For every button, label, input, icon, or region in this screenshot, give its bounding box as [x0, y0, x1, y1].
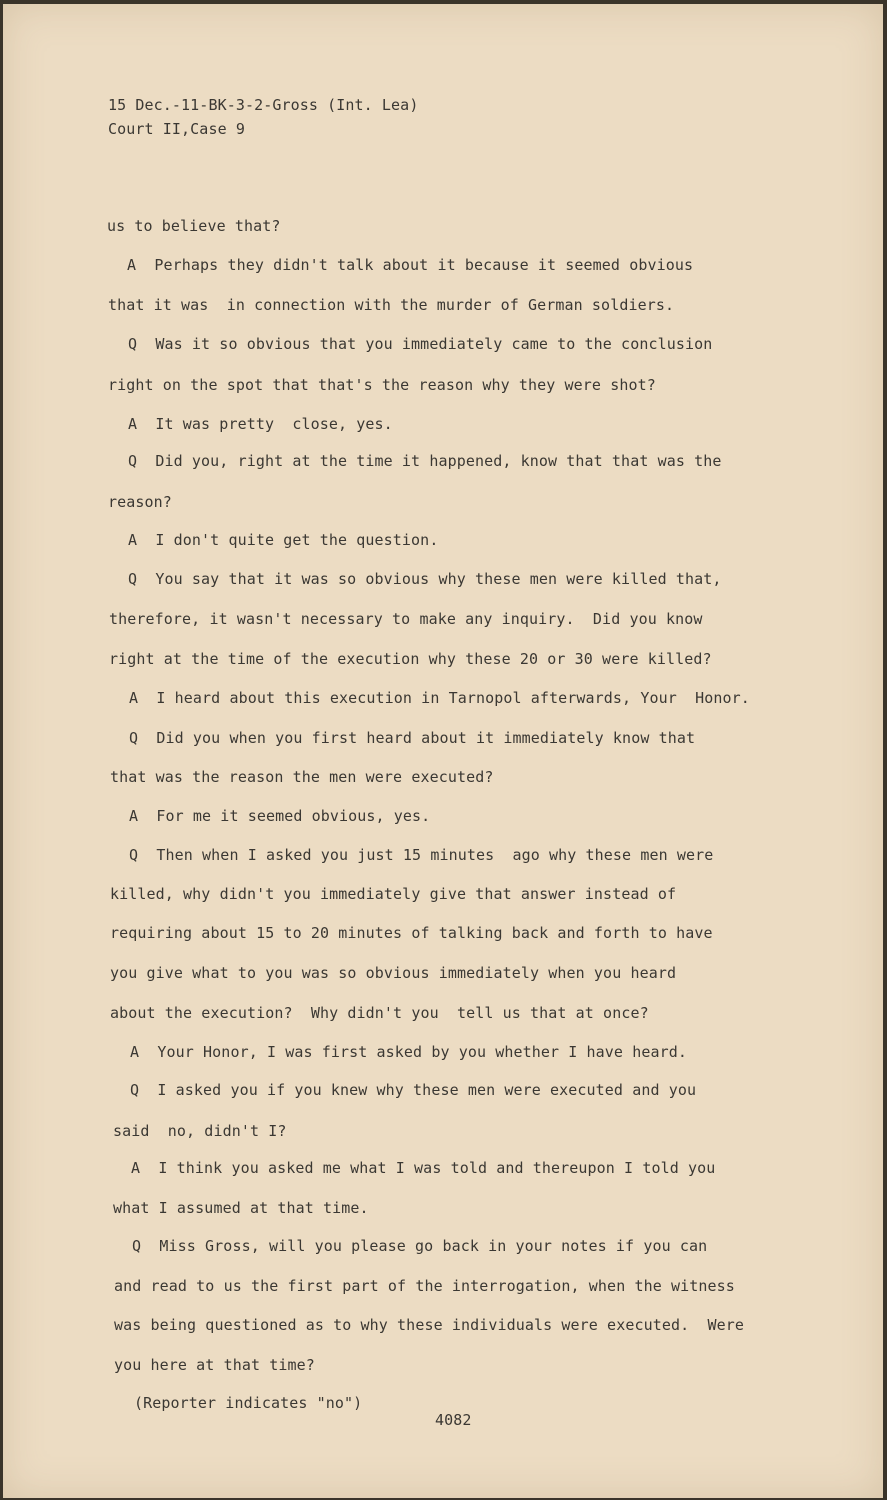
transcript-line: said no, didn't I? [113, 1122, 287, 1140]
transcript-line: Q Did you, right at the time it happened, know that that was the [128, 452, 722, 470]
transcript-line: Q Then when I asked you just 15 minutes ago why these men were [129, 846, 714, 864]
transcript-line: A Your Honor, I was first asked by you whether I have heard. [130, 1043, 687, 1061]
transcript-line: therefore, it wasn't necessary to make any inquiry. Did you know [109, 610, 703, 628]
transcript-line: about the execution? Why didn't you tell us that at once? [110, 1004, 649, 1022]
header-line-1: 15 Dec.-11-BK-3-2-Gross (Int. Lea) [108, 96, 419, 114]
transcript-line: Q Miss Gross, will you please go back in your notes if you can [132, 1237, 708, 1255]
transcript-line: and read to us the first part of the interrogation, when the witness [114, 1277, 735, 1295]
header-line-2: Court II,Case 9 [108, 120, 245, 138]
transcript-line: that was the reason the men were executed? [110, 768, 494, 786]
transcript-line: that it was in connection with the murder of German soldiers. [108, 296, 675, 314]
transcript-line: (Reporter indicates "no") [134, 1394, 363, 1412]
transcript-line: Q Did you when you first heard about it immediately know that [129, 729, 696, 747]
transcript-line: Q Was it so obvious that you immediately came to the conclusion [128, 335, 713, 353]
transcript-line: requiring about 15 to 20 minutes of talking back and forth to have [110, 924, 713, 942]
transcript-line: what I assumed at that time. [113, 1199, 369, 1217]
transcript-line: was being questioned as to why these individuals were executed. Were [114, 1316, 745, 1334]
transcript-line: A I don't quite get the question. [128, 531, 439, 549]
transcript-line: right at the time of the execution why these 20 or 30 were killed? [109, 650, 712, 668]
transcript-line: A It was pretty close, yes. [128, 415, 393, 433]
transcript-line: us to believe that? [107, 217, 281, 235]
transcript-line: A I heard about this execution in Tarnopol afterwards, Your Honor. [129, 689, 750, 707]
transcript-line: right on the spot that that's the reason why they were shot? [108, 376, 656, 394]
transcript-line: reason? [108, 493, 172, 511]
transcript-line: Q You say that it was so obvious why these men were killed that, [128, 570, 722, 588]
transcript-line: Q I asked you if you knew why these men were executed and you [130, 1081, 697, 1099]
transcript-line: you give what to you was so obvious immediately when you heard [110, 964, 677, 982]
transcript-line: you here at that time? [114, 1356, 315, 1374]
document-page [3, 4, 883, 1498]
transcript-line: A I think you asked me what I was told and thereupon I told you [131, 1159, 716, 1177]
transcript-line: A Perhaps they didn't talk about it because it seemed obvious [127, 256, 694, 274]
transcript-line: A For me it seemed obvious, yes. [129, 807, 431, 825]
transcript-line: killed, why didn't you immediately give that answer instead of [110, 885, 677, 903]
page-number: 4082 [435, 1411, 472, 1429]
